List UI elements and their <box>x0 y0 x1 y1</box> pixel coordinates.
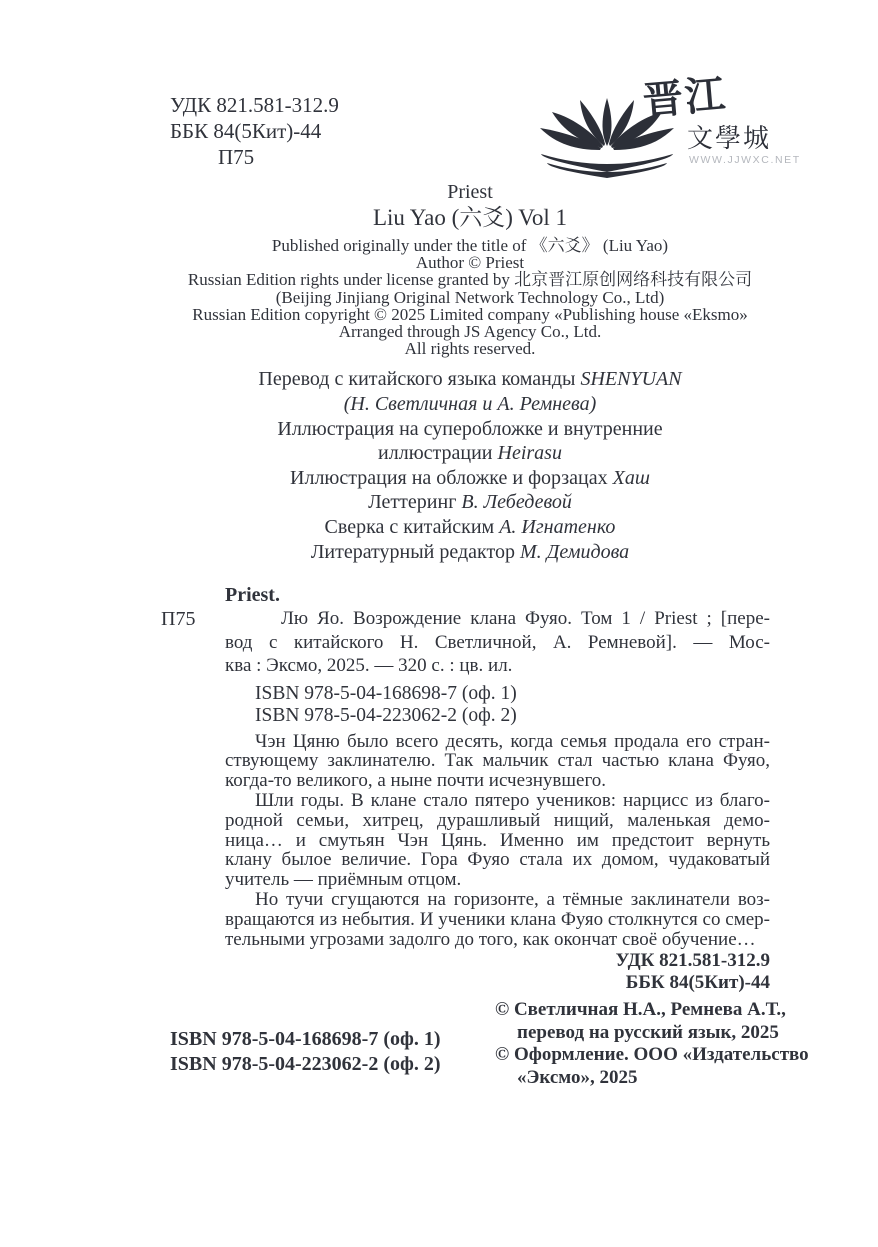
rights-block <box>170 237 770 357</box>
rights-line-author-copyright: Author © Priest <box>415 253 525 273</box>
classification-block <box>170 0 770 170</box>
credit-lettering-label: Леттеринг <box>368 491 462 514</box>
catalog-entry <box>161 584 770 678</box>
footer-block <box>170 999 809 1119</box>
annotation-line: ствующему заклинателю. Так мальчик стал частью клана Фуяо, <box>225 750 770 772</box>
annotation-block <box>225 732 770 950</box>
annotation-line: ница… и смутьян Чэн Цянь. Именно им предстоит вернуть <box>225 829 770 851</box>
catalog-description <box>225 607 770 678</box>
credit-translation-team: SHENYUAN <box>580 368 682 391</box>
rights-line-license: Russian Edition rights under license granted by 北京晋江原创网络科技有限公司 <box>187 270 753 290</box>
annotation-line: Чэн Цяню было всего десять, когда семья продала его стран- <box>255 730 770 752</box>
rights-line-licensor: (Beijing Jinjiang Original Network Technology Co., Ltd) <box>275 287 665 307</box>
logo-url: WWW.JJWXC.NET <box>689 154 801 166</box>
book-title: Liu Yao (六爻) Vol 1 <box>372 205 568 230</box>
catalog-line: вод с китайского Н. Светличной, А. Ремневой]. — Мос- <box>225 631 770 653</box>
book-author: Priest <box>447 181 493 203</box>
credit-proofreading-label: Сверка с китайским <box>324 515 500 538</box>
annotation-line: Шли годы. В клане стало пятеро учеников: нарцисс из благо- <box>255 790 770 812</box>
footer-isbn-2: ISBN 978-5-04-223062-2 (оф. 2) <box>170 1053 441 1076</box>
catalog-line: Лю Яо. Возрождение клана Фуяо. Том 1 / Priest ; [пере- <box>281 608 770 630</box>
credit-cover-illustration-label: Иллюстрация на обложке и форзацах <box>290 466 613 489</box>
udk-number-footer: УДК 821.581-312.9 <box>615 950 770 972</box>
credit-cover-illustration <box>170 466 770 491</box>
annotation-line: вращаются из небытия. И ученики клана Фуяо столкнутся со смер- <box>225 908 770 930</box>
rights-line-russian-copyright: Russian Edition copyright © 2025 Limited company «Publishing house «Eksmo» <box>192 304 748 324</box>
credit-translators: (Н. Светличная и А. Ремнева) <box>343 393 597 416</box>
annotation-line: Но тучи сгущаются на горизонте, а тёмные заклинатели воз- <box>255 889 770 911</box>
logo-site-name: 文學城 <box>687 124 772 154</box>
isbn-block <box>255 683 770 727</box>
credit-jacket-illustration-line2 <box>170 441 770 466</box>
copyright-translation-line2: перевод на русский язык, 2025 <box>517 1021 779 1043</box>
author-sign: П75 <box>218 145 255 169</box>
isbn-edition-1: ISBN 978-5-04-168698-7 (оф. 1) <box>255 682 517 704</box>
credit-jacket-illustration-label: иллюстрации <box>378 442 498 465</box>
credit-proofreading <box>170 515 770 540</box>
rights-line-reserved: All rights reserved. <box>404 339 536 359</box>
credit-editor-name: М. Демидова <box>519 540 630 563</box>
annotation-line: когда-то великого, а ныне почти исчезнувшего. <box>225 770 607 792</box>
credit-proofreader: А. Игнатенко <box>499 515 616 538</box>
credit-editor <box>170 540 770 565</box>
copyright-design-line1: © Оформление. ООО «Издательство <box>495 1044 809 1066</box>
annotation-line: тельными угрозами задолго до того, как окончат своё обучение… <box>225 928 756 950</box>
credit-lettering <box>170 490 770 515</box>
copyright-translation-line1: © Светличная Н.А., Ремнева А.Т., <box>495 999 786 1021</box>
catalog-author-sign: П75 <box>161 608 196 631</box>
catalog-author: Priest. <box>225 584 280 607</box>
rights-line-original-title: Published originally under the title of 《六爻》 (Liu Yao) <box>271 236 669 255</box>
credit-lettering-name: В. Лебедевой <box>461 491 572 514</box>
bbk-number: ББК 84(5Кит)-44 <box>170 119 322 143</box>
credit-editor-label: Литературный редактор <box>310 540 520 563</box>
credit-jacket-illustrator: Heirasu <box>497 442 562 465</box>
copyright-design-line2: «Эксмо», 2025 <box>517 1066 638 1088</box>
udk-number: УДК 821.581-312.9 <box>170 93 339 117</box>
credit-jacket-illustration-line1: Иллюстрация на суперобложке и внутренние <box>277 417 663 440</box>
classification-footer <box>225 950 770 993</box>
footer-isbn-block <box>170 1027 441 1077</box>
annotation-line: клану былое величие. Гора Фуяо стала их домом, чудаковатый <box>225 849 770 871</box>
credits-block <box>170 367 770 564</box>
catalog-line: ква : Эксмо, 2025. — 320 с. : цв. ил. <box>225 655 513 677</box>
logo-calligraphy: 晋江 <box>641 71 729 125</box>
credit-translation <box>170 367 770 392</box>
annotation-line: учитель — приёмным отцом. <box>225 869 462 891</box>
credit-translation-label: Перевод с китайского языка команды <box>258 368 581 391</box>
annotation-line: родной семьи, хитрец, дурашливый нищий, маленькая демо- <box>225 809 770 831</box>
footer-isbn-1: ISBN 978-5-04-168698-7 (оф. 1) <box>170 1028 441 1051</box>
footer-copyright-block <box>495 999 809 1089</box>
bbk-number-footer: ББК 84(5Кит)-44 <box>625 971 770 993</box>
rights-line-agency: Arranged through JS Agency Co., Ltd. <box>338 322 602 342</box>
isbn-edition-2: ISBN 978-5-04-223062-2 (оф. 2) <box>255 704 517 726</box>
credit-cover-illustrator: Хаш <box>612 466 650 489</box>
